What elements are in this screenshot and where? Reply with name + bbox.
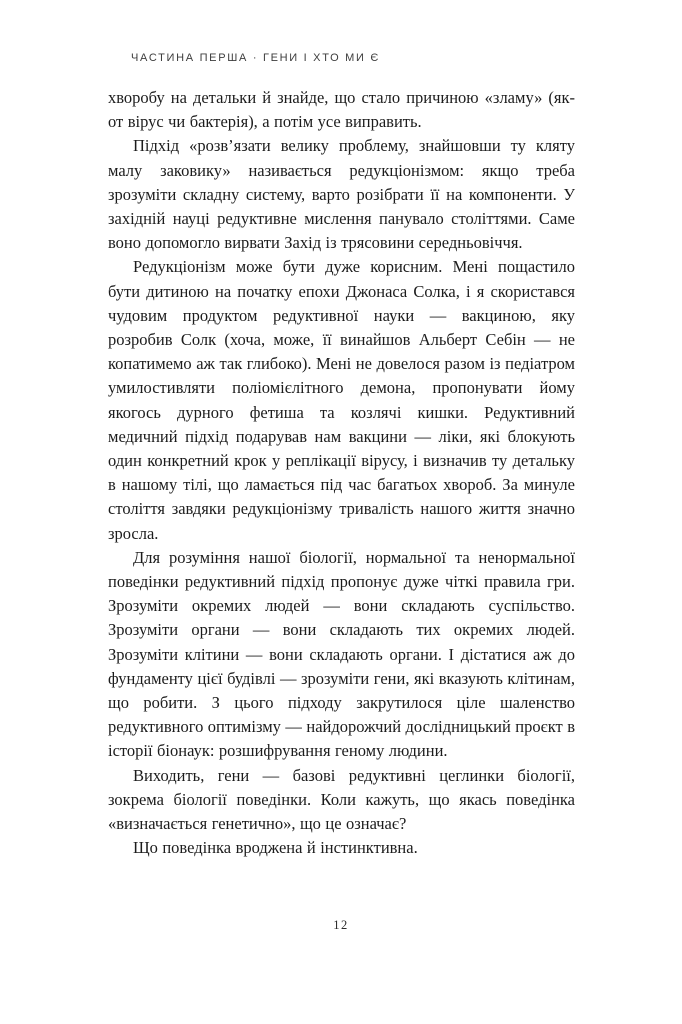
paragraph: хворобу на детальки й знайде, що стало причиною «зламу» (як-от вірус чи бактерія), а потім усе виправить. — [108, 88, 575, 132]
running-head: ЧАСТИНА ПЕРША · ГЕНИ І ХТО МИ Є — [131, 52, 380, 64]
page-body — [108, 86, 575, 861]
paragraph: Що поведінка вроджена й інстинктивна. — [133, 838, 418, 858]
paragraph: Підхід «розв’язати велику проблему, знайшовши ту кляту малу заковику» називається редукціонізмом: якщо треба зрозуміти складну систему, варто розібрати її на компоненти. У західній науці редуктивне мислення панувало століттями. Саме воно допомогло вирвати Захід із трясовини середньовіччя. — [108, 136, 575, 253]
paragraph: Виходить, гени — базові редуктивні цеглинки біології, зокрема біології поведінки. Коли кажуть, що якась поведінка «визначається генетично», що це означає? — [108, 765, 575, 834]
paragraph: Редукціонізм може бути дуже корисним. Мені пощастило бути дитиною на початку епохи Джонаса Солка, і я скористався чудовим продуктом редуктивної науки — вакциною, яку розробив Солк (хоча, може, її винайшов Альберт Себін — не копатимемо аж так глибоко). Мені не довелося разом із педіатром умилостивляти поліомієлітного демона, пропонувати йому якогось дурного фетиша та козлячі кишки. Редуктивний медичний підхід подарував нам вакцини — ліки, які блокують один конкретний крок у реплікації вірусу, і визначив ту детальку в нашому тілі, що ламається під час багатьох хвороб. За минуле століття завдяки редукціонізму тривалість нашого життя значно зросла. — [108, 257, 575, 543]
paragraph: Для розуміння нашої біології, нормальної та ненормальної поведінки редуктивний підхід пропонує дуже чіткі правила гри. Зрозуміти окремих людей — вони складають суспільство. Зрозуміти органи — вони складають тих окремих людей. Зрозуміти клітини — вони складають органи. І дістатися аж до фундаменту цієї будівлі — зрозуміти гени, які вказують клітинам, що робити. З цього підходу закрутилося ціле шаленство редуктивного оптимізму — найдорожчий дослідницький проєкт в історії біонаук: розшифрування геному людини. — [108, 547, 575, 761]
page-number: 12 — [333, 918, 349, 932]
